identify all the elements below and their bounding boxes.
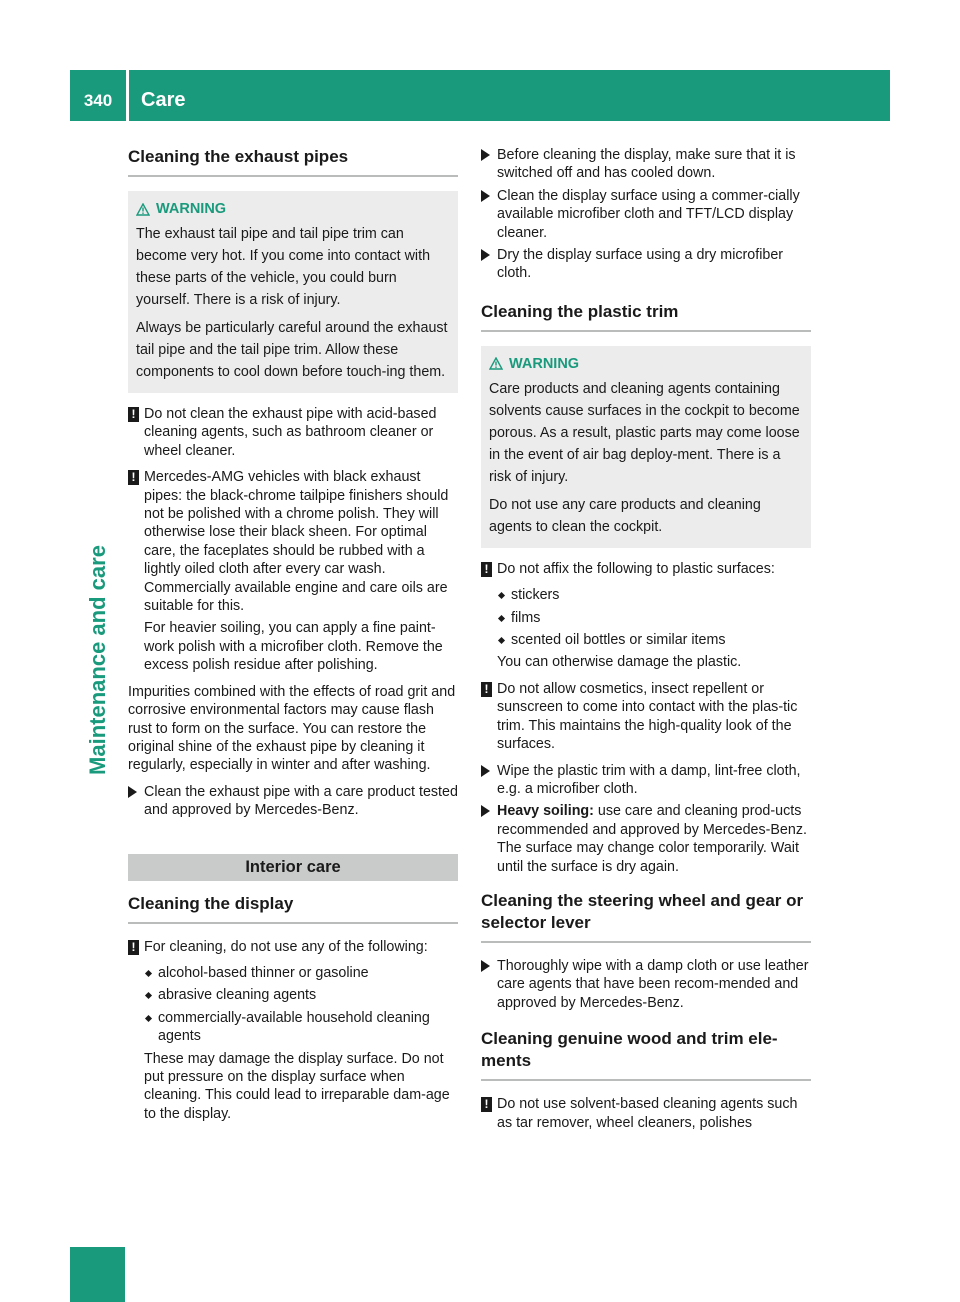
exclamation-icon: !	[481, 682, 492, 697]
page-title: Care	[141, 89, 186, 111]
note-text: For cleaning, do not use any of the following:	[144, 938, 428, 955]
list-item-text: alcohol-based thinner or gasoline	[158, 964, 369, 981]
step-arrow-icon	[481, 149, 490, 161]
bullet-list	[128, 964, 458, 1046]
body-paragraph: Impurities combined with the effects of road grit and corrosive environmental factors may cause flash rust to form on the surface. You can restore the original shine of the exhaust pipe by cleaning it regularly, especially in winter and after washing.	[128, 683, 456, 774]
step-text: Dry the display surface using a dry microfiber cloth.	[497, 247, 784, 282]
step-arrow-icon	[128, 786, 137, 798]
list-item-text: stickers	[511, 587, 560, 604]
bullet-icon	[498, 592, 505, 599]
list-item	[497, 631, 811, 649]
warning-header	[136, 201, 450, 217]
step-text: Wipe the plastic trim with a damp, lint-free cloth, e.g. a microfiber cloth.	[497, 762, 801, 797]
heading-steering: Cleaning the steering wheel and gear or selector lever	[481, 890, 811, 943]
step-arrow-icon	[481, 190, 490, 202]
note-item	[481, 560, 811, 578]
header-bar	[70, 70, 890, 121]
warning-title: WARNING	[156, 201, 227, 217]
step-text: Thoroughly wipe with a damp cloth or use leather care agents that have been recom-mended and approved by Mercedes-Benz.	[497, 957, 809, 1011]
list-item	[144, 986, 458, 1004]
exclamation-icon: !	[481, 1097, 492, 1112]
step-text: Clean the display surface using a commer-cially available microfiber cloth and TFT/LCD display cleaner.	[497, 187, 800, 241]
note-item	[481, 680, 811, 754]
warning-text: The exhaust tail pipe and tail pipe trim can become very hot. If you come into contact with these parts of the vehicle, you could burn yourself. There is a risk of injury.	[136, 226, 431, 308]
bullet-icon	[145, 1015, 152, 1022]
warning-title: WARNING	[509, 355, 580, 372]
note-text: Mercedes-AMG vehicles with black exhaust pipes: the black-chrome tailpipe finishers should not be polished with a chrome polish. They will otherwise lose their black sheen. For optimal care, the faceplates should be rubbed with a lightly oiled cloth after every car wash. Commercially available engine and care oils are suitable for this.	[144, 469, 449, 615]
warning-box-exhaust	[128, 191, 458, 393]
bullet-icon	[145, 970, 152, 977]
left-column	[128, 146, 458, 1131]
list-item-text: abrasive cleaning agents	[158, 987, 317, 1004]
warning-triangle-icon	[136, 203, 150, 216]
instruction-step	[481, 957, 811, 1012]
warning-text: Do not use any care products and cleaning agents to clean the cockpit.	[489, 496, 761, 535]
header-divider	[126, 70, 129, 121]
instruction-step	[481, 802, 811, 876]
right-column	[481, 146, 811, 1140]
section-side-tab	[70, 1247, 125, 1302]
note-text: Do not allow cosmetics, insect repellent or sunscreen to come into contact with the plas-tic trim. This maintains the high-quality look of the surfaces.	[497, 680, 798, 753]
note-text: Do not clean the exhaust pipe with acid-based cleaning agents, such as bathroom cleaner or wheel cleaner.	[144, 406, 437, 459]
body-paragraph: You can otherwise damage the plastic.	[497, 654, 742, 671]
instruction-step	[481, 187, 811, 242]
instruction-step	[481, 762, 811, 799]
exclamation-icon: !	[128, 470, 139, 485]
note-item	[128, 468, 458, 674]
heading-exhaust: Cleaning the exhaust pipes	[128, 146, 458, 177]
warning-text: Always be particularly careful around the exhaust tail pipe and the tail pipe trim. Allow these components to cool down before touch-ing them.	[136, 320, 448, 380]
list-item	[144, 964, 458, 982]
list-item-text: films	[511, 609, 541, 626]
heading-wood: Cleaning genuine wood and trim ele-ments	[481, 1028, 811, 1081]
exclamation-icon: !	[128, 407, 139, 422]
list-item	[497, 586, 811, 604]
step-arrow-icon	[481, 249, 490, 261]
list-item	[497, 609, 811, 627]
step-bold-label: Heavy soiling:	[497, 803, 594, 820]
step-text: Clean the exhaust pipe with a care product tested and approved by Mercedes-Benz.	[144, 783, 458, 819]
page-number: 340	[83, 91, 113, 110]
warning-text: Care products and cleaning agents containing solvents cause surfaces in the cockpit to become porous. As a result, plastic parts may come loose in the event of air bag deploy-ment. There is a risk of injury.	[489, 380, 800, 485]
note-item	[481, 1095, 811, 1132]
bullet-icon	[498, 615, 505, 622]
note-item	[128, 405, 458, 460]
instruction-step	[128, 783, 458, 820]
step-arrow-icon	[481, 960, 490, 972]
note-text: Do not affix the following to plastic surfaces:	[497, 560, 775, 577]
heading-plastic: Cleaning the plastic trim	[481, 301, 811, 332]
bullet-icon	[498, 637, 505, 644]
step-text: Before cleaning the display, make sure that it is switched off and has cooled down.	[497, 147, 796, 182]
list-item	[144, 1009, 458, 1046]
heading-display: Cleaning the display	[128, 893, 458, 924]
warning-box-plastic	[481, 346, 811, 548]
section-side-label: Maintenance and care	[85, 545, 110, 775]
bullet-icon	[145, 992, 152, 999]
note-text: Do not use solvent-based cleaning agents such as tar remover, wheel cleaners, polishes	[497, 1096, 798, 1131]
instruction-step	[481, 246, 811, 283]
section-band: Interior care	[128, 854, 458, 881]
exclamation-icon: !	[481, 562, 492, 577]
list-item-text: commercially-available household cleaning agents	[158, 1009, 430, 1045]
bullet-list	[481, 586, 811, 649]
step-arrow-icon	[481, 765, 490, 777]
step-arrow-icon	[481, 805, 490, 817]
warning-triangle-icon	[489, 357, 503, 370]
instruction-step	[481, 146, 811, 183]
step-text: The surface may change color temporarily. Wait until the surface is dry again.	[497, 840, 799, 875]
warning-header	[489, 356, 803, 372]
note-item	[128, 938, 458, 956]
exclamation-icon: !	[128, 940, 139, 955]
body-paragraph: These may damage the display surface. Do not put pressure on the display surface when cleaning. This could lead to irreparable dam-age to the display.	[144, 1050, 450, 1122]
step-text: use care and cleaning prod-ucts recommended and approved by Mercedes-Benz.	[497, 803, 807, 838]
list-item-text: scented oil bottles or similar items	[511, 632, 726, 649]
note-text: For heavier soiling, you can apply a fine paint-work polish with a microfiber cloth. Remove the excess polish residue after polishing.	[144, 620, 443, 674]
